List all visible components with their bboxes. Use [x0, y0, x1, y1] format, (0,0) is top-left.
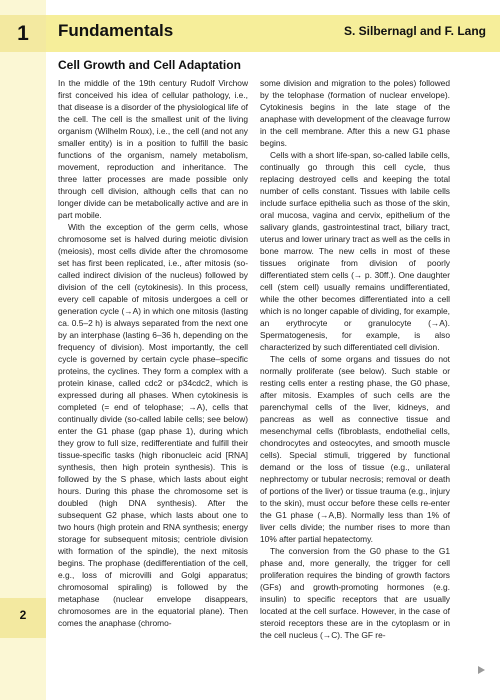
authors: S. Silbernagl and F. Lang [343, 24, 486, 38]
text-column-right [260, 77, 450, 662]
paragraph: Cells with a short life-span, so-called labile cells, continually go through this cell cycle, thus replacing destroyed cells and keeping the total number of cells constant. Tissues with labile cells include surface epithelia such as those of the skin, oral mucosa, vagina and cervix, epithelium of the salivary glands, gastrointestinal tract, biliary tract, uterus and lower urinary tract as well as the cells in bone marrow. The new cells in most of these tissues originate from division of poorly differentiated stem cells (→ p. 30ff.). One daughter cell (stem cell) usually remains undifferentiated, while the other becomes differentiated into a cell which is no longer capable of dividing, for example, an erythrocyte or granulocyte (→A). Spermatogenesis, for example, is also characterized by such differentiated cell division. [260, 150, 450, 352]
paragraph: some division and migration to the poles) followed by the telophase (formation of nuclear envelope). Cytokinesis begins in the late stage of the anaphase with development of the cleavage furrow in the cell membrane. After this a new G1 phase begins. [260, 78, 450, 148]
paragraph: The conversion from the G0 phase to the G1 phase and, more generally, the trigger for cell proliferation requires the binding of growth factors (GFs) and growth-promoting hormones (e.g. insulin) to specific receptors that are usually located at the cell surface. However, in the case of steroid receptors these are in the cytoplasm or in the cell nucleus (→C). The GF re- [260, 546, 450, 640]
margin-band [0, 0, 46, 700]
chapter-number: 1 [17, 22, 29, 45]
paragraph: The cells of some organs and tissues do not normally proliferate (see below). Such stable or resting cells enter a resting phase, the G0 phase, after mitosis. Examples of such cells are the parenchymal cells of the liver, kidneys, and pancreas as well as connective tissue and mesenchymal cells (fibroblasts, endothelial cells, chondrocytes and osteocytes, and smooth muscle cells). Special stimuli, triggered by functional demand or the loss of tissue (e.g., unilateral nephrectomy or tubular necrosis; removal or death of portions of the liver) or tissue trauma (e.g., injury to the skin), must occur before these cells re-enter the G1 phase (→A,B). Normally less than 1% of liver cells divide; the number rises to more than 10% after partial hepatectomy. [260, 354, 450, 544]
paragraph: In the middle of the 19th century Rudolf Virchow first conceived his idea of cellular pathology, i.e., that disease is a disorder of the physiological life of the cell. The cell is the smallest unit of the living organism (Wilhelm Roux), i.e., the cell (and not any smaller entity) is in a position to fulfill the basic functions of the organism, namely metabolism, movement, reproduction and inheritance. The three latter processes are made possible only through cell division, although cells that can no longer divide can be metabolically active and are in part mobile. [58, 78, 248, 220]
paragraph: With the exception of the germ cells, whose chromosome set is halved during meiotic division (meiosis), most cells divide after the chromosome set has first been replicated, i.e., after mitosis (so-called indirect division of the nucleus) followed by division of the cell (cytokinesis). In this process, every cell capable of mitosis undergoes a cell or generation cycle (→A) in which one mitosis (lasting ca. 0.5–2 h) is always separated from the next one by an interphase (lasting 6–36 h, depending on the frequency of division). Most importantly, the cell cycle is governed by certain cycle phase–specific proteins, the cyclines. They form a complex with a protein kinase, called cdc2 or p34cdc2, which is expressed during all phases. When cytokinesis is completed (= end of telophase; →A), cells that continually divide (so-called labile cells; see below) enter the G1 phase (gap phase 1), during which they grow to full size, redifferentiate and fulfill their tissue-specific tasks (high ribonucleic acid [RNA] synthesis, then high protein synthesis). This is followed by the S phase, which lasts about eight hours. During this phase the chromosome set is doubled (high DNA synthesis). After the subsequent G2 phase, which lasts about one to two hours (high protein and RNA synthesis; energy storage for subsequent mitosis; centriole division with formation of the spindle), the next mitosis begins. The prophase (dedifferentiation of the cell, e.g., loss of microvilli and Golgi apparatus; chromosomal spiraling) is followed by the metaphase (nuclear envelope disappears, chromosomes are in the equatorial plane). Then comes the anaphase (chromo- [58, 222, 248, 628]
section-title: Cell Growth and Cell Adaptation [58, 58, 241, 72]
text-column-left [58, 77, 248, 662]
next-page-arrow-icon[interactable] [478, 666, 485, 674]
chapter-title: Fundamentals [58, 21, 174, 40]
page-number: 2 [19, 608, 27, 622]
